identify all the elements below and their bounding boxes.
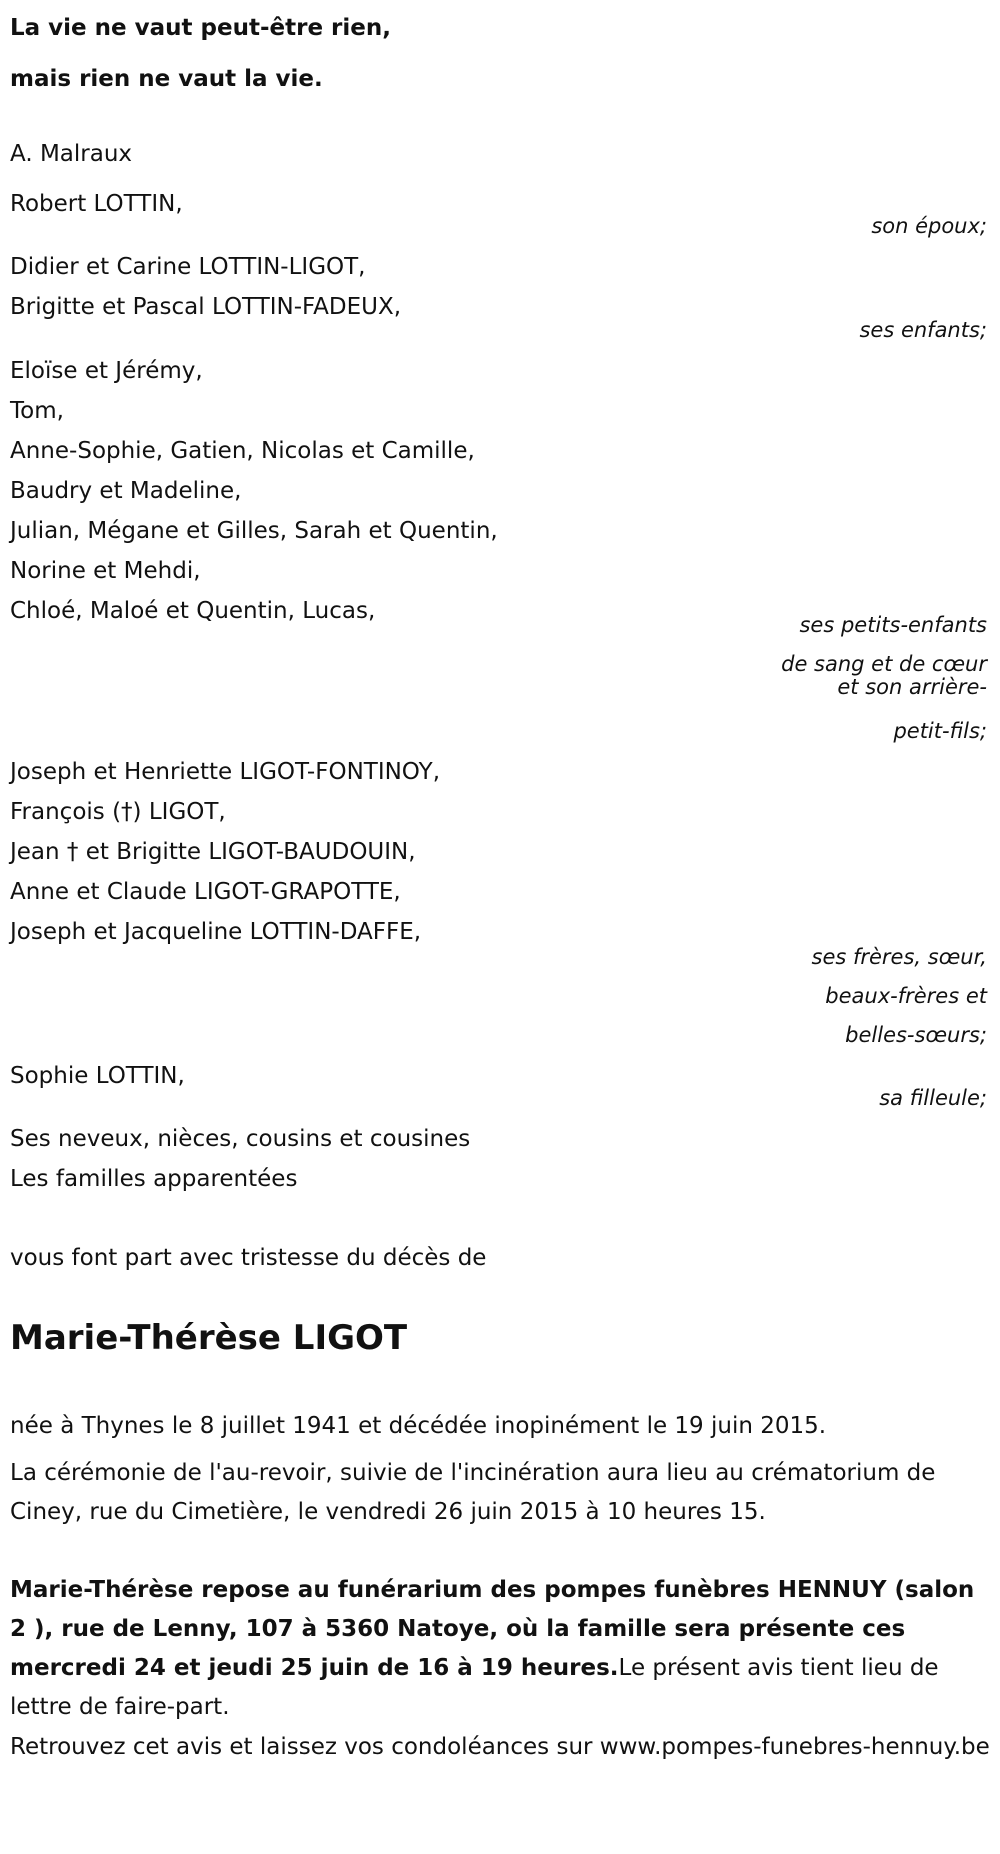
deceased-name: Marie-Thérèse LIGOT bbox=[10, 1318, 408, 1358]
grandchild-name: Anne-Sophie, Gatien, Nicolas et Camille, bbox=[10, 438, 475, 464]
announcement: vous font part avec tristesse du décès de bbox=[10, 1245, 487, 1271]
grandchild-name: Chloé, Maloé et Quentin, Lucas, bbox=[10, 598, 376, 624]
spouse-role: son époux; bbox=[871, 214, 987, 238]
siblings-role-3: belles-sœurs; bbox=[845, 1023, 987, 1047]
grandchildren-role-4: petit-fils; bbox=[893, 719, 987, 743]
quote-line-2: mais rien ne vaut la vie. bbox=[10, 66, 323, 92]
visitation-paragraph bbox=[10, 1571, 990, 1727]
grandchildren-role-3: et son arrière- bbox=[837, 675, 987, 699]
siblings-role-1: ses frères, sœur, bbox=[811, 945, 987, 969]
ceremony-paragraph: La cérémonie de l'au-revoir, suivie de l'incinération aura lieu au crématorium de Ciney, rue du Cimetière, le vendredi 26 juin 2015 à 10 heures 15. bbox=[10, 1460, 936, 1525]
quote-line-1: La vie ne vaut peut-être rien, bbox=[10, 15, 391, 41]
grandchild-name: Julian, Mégane et Gilles, Sarah et Quentin, bbox=[10, 518, 498, 544]
sibling-name: François (†) LIGOT, bbox=[10, 799, 226, 825]
siblings-names bbox=[10, 752, 440, 952]
goddaughter-name: Sophie LOTTIN, bbox=[10, 1063, 185, 1089]
spouse-names bbox=[10, 184, 183, 224]
grandchildren-role-1: ses petits-enfants bbox=[799, 613, 987, 637]
visitation-notice-tail: Le présent avis tient lieu de lettre de faire-part. bbox=[10, 1655, 939, 1720]
children-names bbox=[10, 247, 401, 327]
visitation-details: Marie-Thérèse repose au funérarium des pompes funèbres HENNUY (salon 2 ), rue de Lenny, 107 à 5360 Natoye, où la famille sera présente ces mercredi 24 et jeudi 25 juin de 16 à 19 heures. bbox=[10, 1577, 975, 1681]
grandchild-name: Baudry et Madeline, bbox=[10, 478, 242, 504]
grandchild-name: Tom, bbox=[10, 398, 64, 424]
sibling-name: Jean † et Brigitte LIGOT-BAUDOUIN, bbox=[10, 839, 416, 865]
grandchildren-role-2: de sang et de cœur bbox=[781, 652, 987, 676]
grandchild-name: Eloïse et Jérémy, bbox=[10, 358, 203, 384]
child-name: Didier et Carine LOTTIN-LIGOT, bbox=[10, 254, 366, 280]
sibling-name: Anne et Claude LIGOT-GRAPOTTE, bbox=[10, 879, 401, 905]
goddaughter-role: sa filleule; bbox=[879, 1086, 987, 1110]
condolences-paragraph: Retrouvez cet avis et laissez vos condoléances sur www.pompes-funebres-hennuy.be bbox=[10, 1734, 990, 1760]
birth-death-line: née à Thynes le 8 juillet 1941 et décédée inopinément le 19 juin 2015. bbox=[10, 1413, 827, 1439]
sibling-name: Joseph et Jacqueline LOTTIN-DAFFE, bbox=[10, 919, 422, 945]
other-relatives-line: Ses neveux, nièces, cousins et cousines bbox=[10, 1126, 471, 1152]
quote-author: A. Malraux bbox=[10, 141, 133, 167]
sibling-name: Joseph et Henriette LIGOT-FONTINOY, bbox=[10, 759, 441, 785]
other-relatives bbox=[10, 1119, 470, 1199]
goddaughter-names bbox=[10, 1056, 185, 1096]
other-relatives-line: Les familles apparentées bbox=[10, 1166, 298, 1192]
grandchildren-names bbox=[10, 351, 498, 631]
spouse-name: Robert LOTTIN, bbox=[10, 191, 183, 217]
quote bbox=[10, 3, 391, 105]
siblings-role-2: beaux-frères et bbox=[825, 984, 987, 1008]
grandchild-name: Norine et Mehdi, bbox=[10, 558, 201, 584]
child-name: Brigitte et Pascal LOTTIN-FADEUX, bbox=[10, 294, 402, 320]
children-role: ses enfants; bbox=[859, 318, 987, 342]
